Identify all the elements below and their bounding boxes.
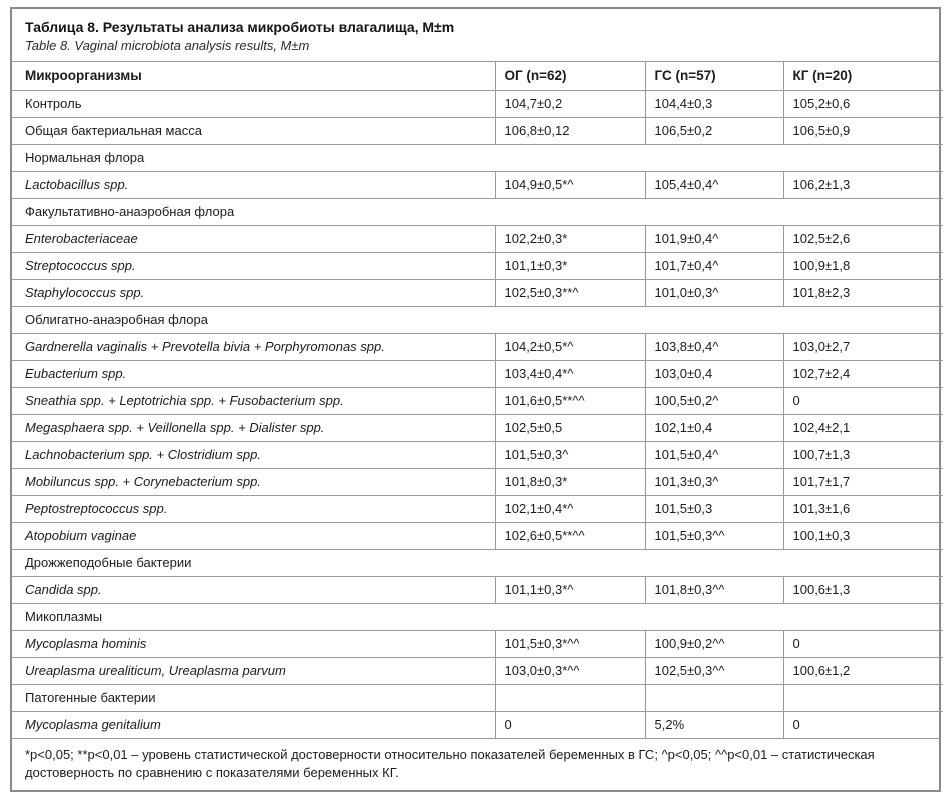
value-cell: 103,0±0,3*^^ (495, 657, 645, 684)
value-cell (783, 684, 943, 711)
value-cell: 106,8±0,12 (495, 117, 645, 144)
table-title-en: Table 8. Vaginal microbiota analysis results, M±m (25, 38, 310, 53)
value-cell: 103,8±0,4^ (645, 333, 783, 360)
microorganism-cell: Megasphaera spp. + Veillonella spp. + Dialister spp. (12, 414, 495, 441)
value-cell: 101,8±2,3 (783, 279, 943, 306)
value-cell: 106,2±1,3 (783, 171, 943, 198)
table-row (12, 630, 943, 657)
section-label: Облигатно-анаэробная флора (12, 306, 943, 333)
table-row (12, 333, 943, 360)
section-row (12, 144, 943, 171)
table-row (12, 414, 943, 441)
value-cell: 102,5±0,5 (495, 414, 645, 441)
value-cell: 100,5±0,2^ (645, 387, 783, 414)
value-cell: 102,5±2,6 (783, 225, 943, 252)
table-row (12, 711, 943, 738)
table-row (12, 90, 943, 117)
value-cell: 101,8±0,3* (495, 468, 645, 495)
value-cell: 5,2% (645, 711, 783, 738)
value-cell: 101,1±0,3* (495, 252, 645, 279)
microorganism-cell: Ureaplasma urealiticum, Ureaplasma parvum (12, 657, 495, 684)
value-cell (495, 684, 645, 711)
section-label: Микоплазмы (12, 603, 943, 630)
value-cell: 101,5±0,4^ (645, 441, 783, 468)
value-cell: 0 (783, 711, 943, 738)
table-row (12, 360, 943, 387)
microorganism-cell: Atopobium vaginae (12, 522, 495, 549)
microorganism-cell: Candida spp. (12, 576, 495, 603)
table-head (12, 62, 943, 90)
table-row (12, 495, 943, 522)
col-header-microorganisms: Микроорганизмы (12, 62, 495, 90)
value-cell: 100,1±0,3 (783, 522, 943, 549)
value-cell: 103,0±2,7 (783, 333, 943, 360)
value-cell: 100,7±1,3 (783, 441, 943, 468)
value-cell: 100,9±1,8 (783, 252, 943, 279)
section-row (12, 198, 943, 225)
col-header-kg: КГ (n=20) (783, 62, 943, 90)
value-cell: 0 (783, 387, 943, 414)
value-cell (645, 684, 783, 711)
value-cell: 104,9±0,5*^ (495, 171, 645, 198)
microorganism-cell: Патогенные бактерии (12, 684, 495, 711)
section-label: Дрожжеподобные бактерии (12, 549, 943, 576)
value-cell: 102,4±2,1 (783, 414, 943, 441)
value-cell: 101,3±1,6 (783, 495, 943, 522)
value-cell: 104,4±0,3 (645, 90, 783, 117)
microorganism-cell: Enterobacteriaceae (12, 225, 495, 252)
table-caption (12, 9, 939, 62)
value-cell: 101,0±0,3^ (645, 279, 783, 306)
table-row (12, 225, 943, 252)
value-cell: 101,7±0,4^ (645, 252, 783, 279)
table-row (12, 576, 943, 603)
table-row (12, 279, 943, 306)
microorganism-cell: Sneathia spp. + Leptotrichia spp. + Fusobacterium spp. (12, 387, 495, 414)
microorganism-cell: Контроль (12, 90, 495, 117)
microorganism-cell: Lachnobacterium spp. + Clostridium spp. (12, 441, 495, 468)
section-label: Факультативно-анаэробная флора (12, 198, 943, 225)
microorganism-cell: Eubacterium spp. (12, 360, 495, 387)
value-cell: 102,2±0,3* (495, 225, 645, 252)
value-cell: 101,5±0,3^^ (645, 522, 783, 549)
table-body (12, 90, 943, 738)
value-cell: 103,4±0,4*^ (495, 360, 645, 387)
section-row (12, 603, 943, 630)
microbiota-table (12, 62, 943, 738)
value-cell: 101,3±0,3^ (645, 468, 783, 495)
value-cell: 105,2±0,6 (783, 90, 943, 117)
microorganism-cell: Staphylococcus spp. (12, 279, 495, 306)
value-cell: 105,4±0,4^ (645, 171, 783, 198)
table-row (12, 117, 943, 144)
microorganism-cell: Mycoplasma hominis (12, 630, 495, 657)
table-row (12, 252, 943, 279)
table-row (12, 657, 943, 684)
value-cell: 102,5±0,3**^ (495, 279, 645, 306)
value-cell: 104,2±0,5*^ (495, 333, 645, 360)
value-cell: 102,1±0,4*^ (495, 495, 645, 522)
value-cell: 104,7±0,2 (495, 90, 645, 117)
value-cell: 100,6±1,3 (783, 576, 943, 603)
microorganism-cell: Lactobacillus spp. (12, 171, 495, 198)
value-cell: 101,5±0,3 (645, 495, 783, 522)
value-cell: 101,1±0,3*^ (495, 576, 645, 603)
microorganism-cell: Общая бактериальная масса (12, 117, 495, 144)
value-cell: 101,5±0,3*^^ (495, 630, 645, 657)
value-cell: 100,9±0,2^^ (645, 630, 783, 657)
table-footnote: *p<0,05; **p<0,01 – уровень статистической достоверности относительно показателей беременных в ГС; ^p<0,05; ^^p<0,01 – статистическая достоверность по сравнению с показателями беременных КГ. (12, 738, 939, 790)
table-row (12, 684, 943, 711)
value-cell: 101,7±1,7 (783, 468, 943, 495)
value-cell: 102,6±0,5**^^ (495, 522, 645, 549)
value-cell: 102,7±2,4 (783, 360, 943, 387)
value-cell: 101,8±0,3^^ (645, 576, 783, 603)
value-cell: 101,6±0,5**^^ (495, 387, 645, 414)
value-cell: 103,0±0,4 (645, 360, 783, 387)
header-row (12, 62, 943, 90)
value-cell: 0 (495, 711, 645, 738)
microorganism-cell: Mycoplasma genitalium (12, 711, 495, 738)
col-header-gs: ГС (n=57) (645, 62, 783, 90)
table-row (12, 441, 943, 468)
value-cell: 106,5±0,2 (645, 117, 783, 144)
microorganism-cell: Streptococcus spp. (12, 252, 495, 279)
value-cell: 102,1±0,4 (645, 414, 783, 441)
microorganism-cell: Gardnerella vaginalis + Prevotella bivia + Porphyromonas spp. (12, 333, 495, 360)
section-row (12, 549, 943, 576)
table-frame (10, 7, 941, 792)
table-row (12, 522, 943, 549)
section-label: Нормальная флора (12, 144, 943, 171)
value-cell: 101,5±0,3^ (495, 441, 645, 468)
value-cell: 102,5±0,3^^ (645, 657, 783, 684)
value-cell: 106,5±0,9 (783, 117, 943, 144)
value-cell: 100,6±1,2 (783, 657, 943, 684)
table-row (12, 468, 943, 495)
microorganism-cell: Mobiluncus spp. + Corynebacterium spp. (12, 468, 495, 495)
value-cell: 101,9±0,4^ (645, 225, 783, 252)
table-row (12, 387, 943, 414)
table-title-ru: Таблица 8. Результаты анализа микробиоты влагалища, M±m (25, 19, 455, 35)
section-row (12, 306, 943, 333)
table-row (12, 171, 943, 198)
value-cell: 0 (783, 630, 943, 657)
microorganism-cell: Peptostreptococcus spp. (12, 495, 495, 522)
col-header-og: ОГ (n=62) (495, 62, 645, 90)
